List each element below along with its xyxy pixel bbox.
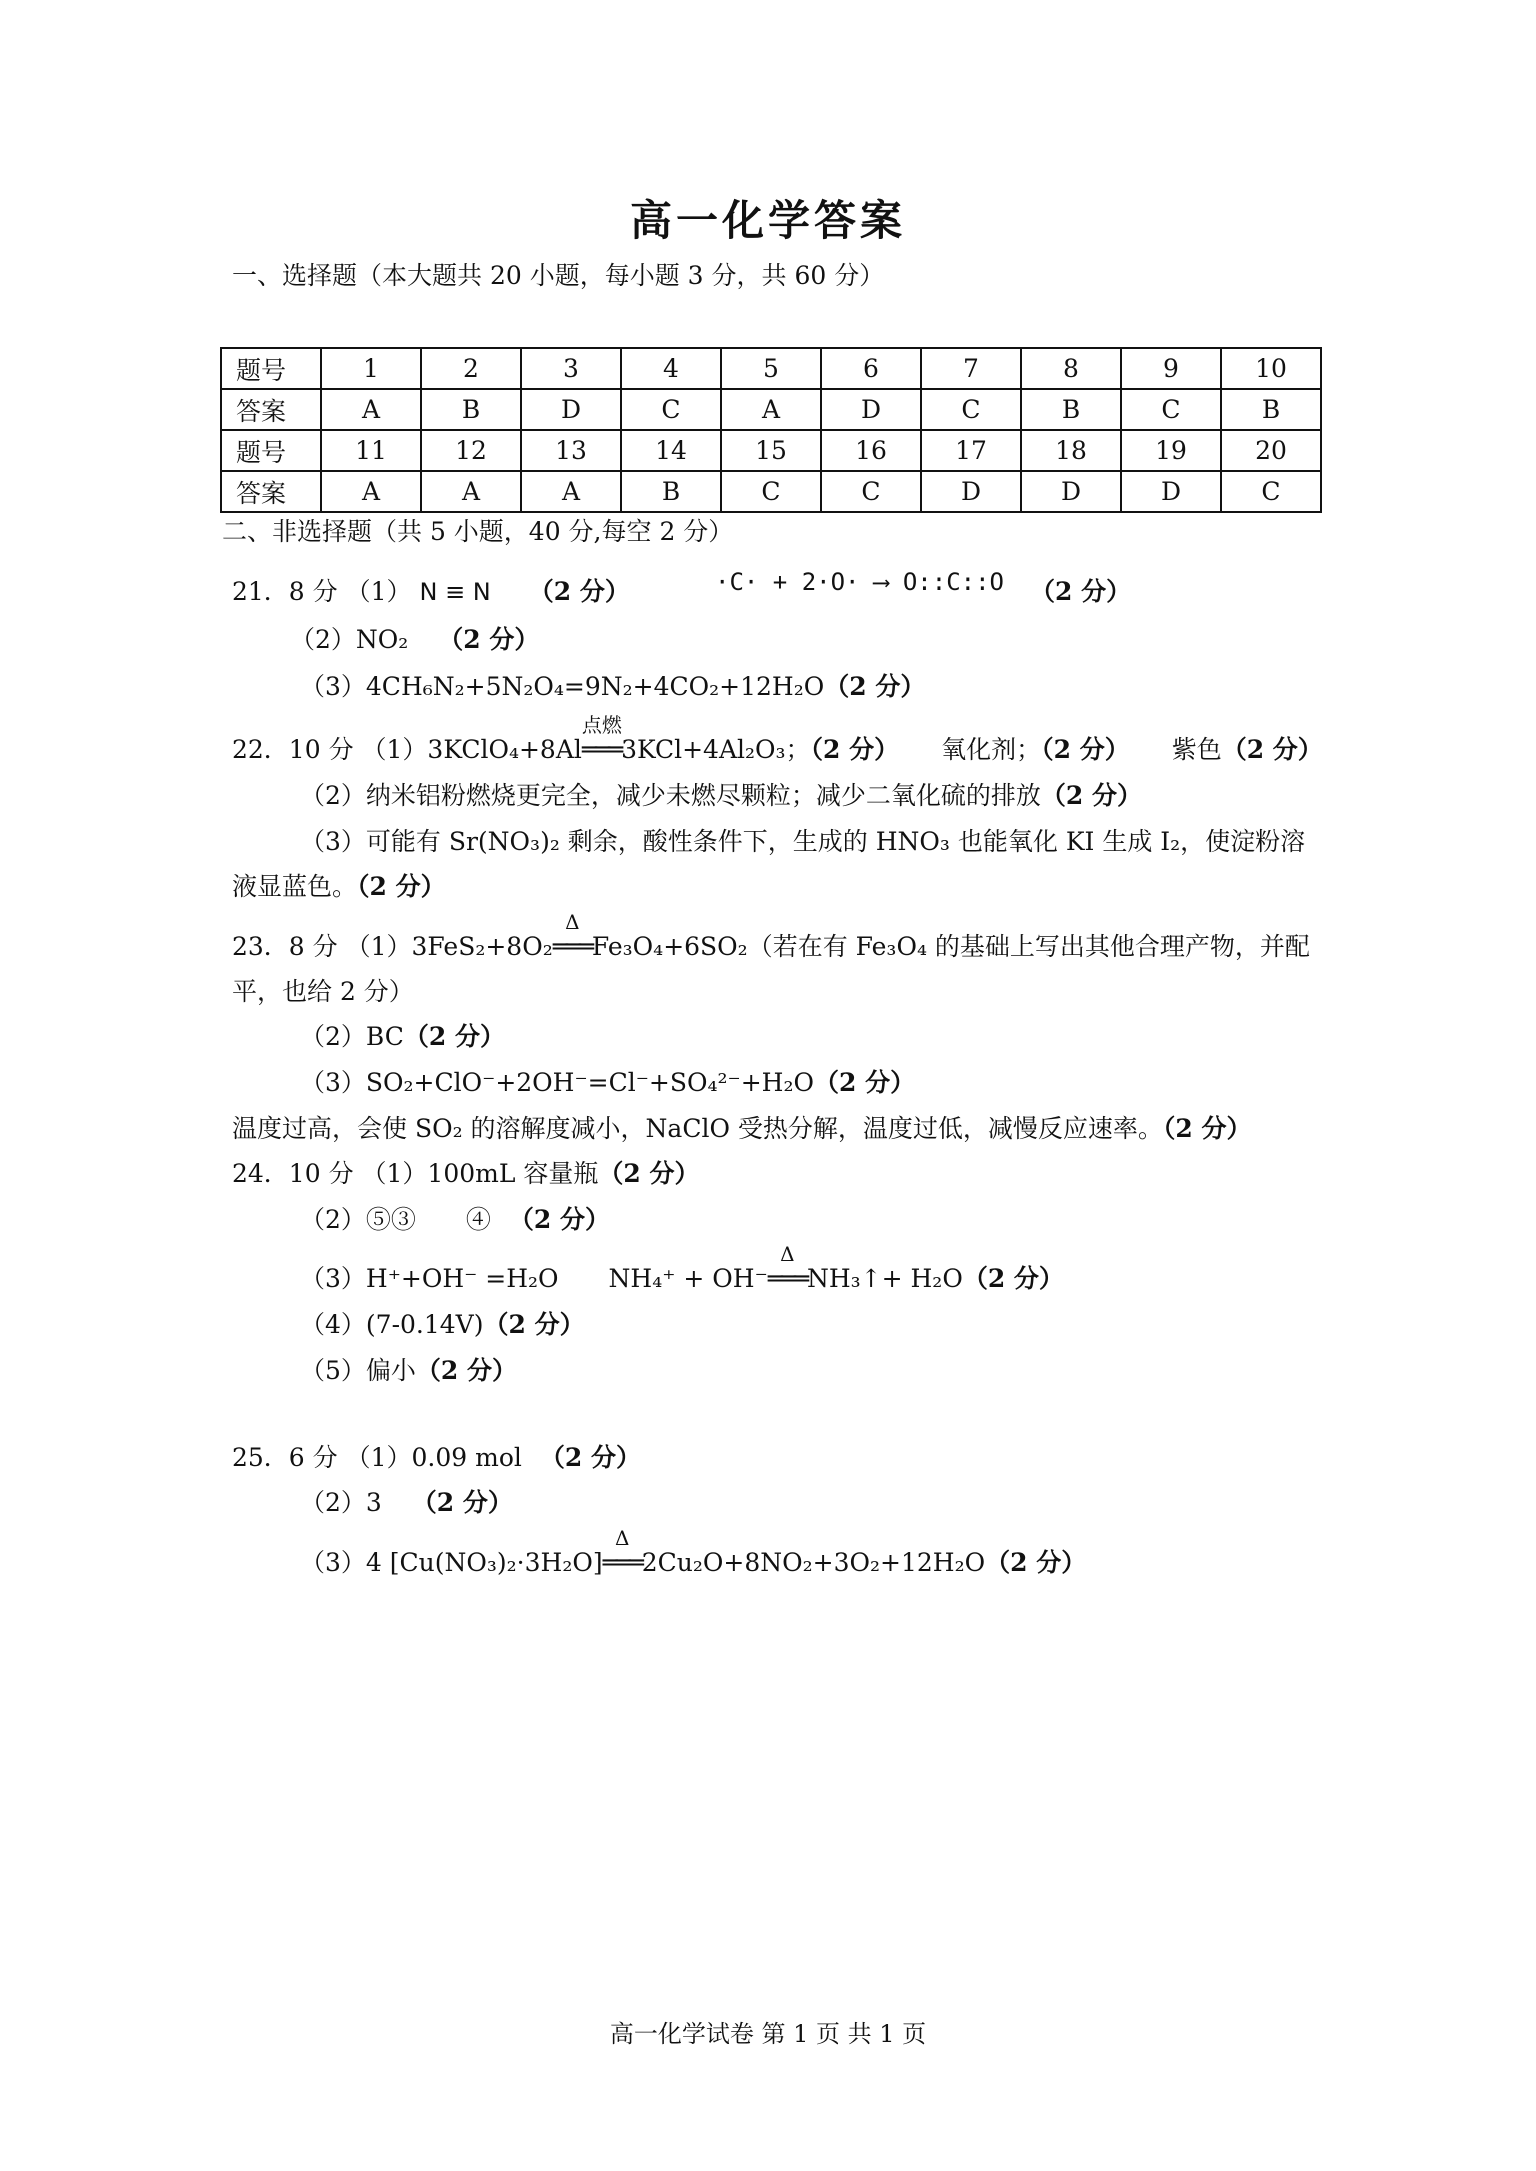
table-cell: A	[321, 471, 421, 512]
q23-part4: 温度过高，会使 SO₂ 的溶解度减小，NaClO 受热分解，温度过低，减慢反应速率。	[232, 1114, 1163, 1143]
table-cell: 3	[521, 348, 621, 389]
table-cell: 4	[621, 348, 721, 389]
q24-part4: （4）(7-0.14V)	[300, 1310, 484, 1339]
answer-table	[220, 347, 1322, 513]
q24-line3	[300, 1242, 1064, 1296]
q22-part2-score: （2 分）	[1040, 781, 1143, 810]
q23-part2-score: （2 分）	[403, 1022, 505, 1051]
section2-heading: 二、非选择题（共 5 小题，40 分,每空 2 分）	[222, 517, 734, 546]
q22-line1	[232, 713, 1323, 767]
q23-reaction-arrow: Δ ═══	[552, 910, 592, 961]
table-row	[221, 471, 1321, 512]
table-cell: D	[821, 389, 921, 430]
q25-part1-score: （2 分）	[539, 1443, 641, 1472]
q23-line5	[232, 1112, 1252, 1146]
q24-part3-left: （3）H⁺+OH⁻ =H₂O NH₄⁺ + OH⁻	[300, 1264, 768, 1293]
q23-line3	[300, 1020, 505, 1054]
q22-part1-b-score: （2 分）	[1041, 735, 1130, 764]
table-cell: A	[521, 471, 621, 512]
table-cell: 13	[521, 430, 621, 471]
q22-line4	[232, 870, 446, 904]
table-cell: B	[421, 389, 521, 430]
q24-line4	[300, 1308, 585, 1342]
q24-reaction-arrow: Δ ═══	[767, 1242, 807, 1293]
q21-part1-answer: N ≡ N	[419, 578, 491, 606]
q25-part3-score: （2 分）	[985, 1548, 1087, 1577]
q23-condition: Δ	[565, 910, 580, 934]
q25-part3-right: 2Cu₂O+8NO₂+3O₂+12H₂O	[641, 1548, 986, 1577]
row-label: 题号	[221, 348, 321, 389]
q25-part3-left: （3）4 [Cu(NO₃)₂·3H₂O]	[300, 1548, 603, 1577]
q24-line5	[300, 1354, 517, 1388]
q23-part1-right: Fe₃O₄+6SO₂（若在有 Fe₃O₄ 的基础上写出其他合理产物，并配	[591, 932, 1310, 961]
q25-part2-score: （2 分）	[411, 1488, 513, 1517]
q23-part4-score: （2 分）	[1162, 1114, 1252, 1143]
q23-part3: （3）SO₂+ClO⁻+2OH⁻=Cl⁻+SO₄²⁻+H₂O	[300, 1068, 815, 1097]
q24-number: 24．10 分	[232, 1159, 354, 1188]
q22-line3: （3）可能有 Sr(NO₃)₂ 剩余，酸性条件下，生成的 HNO₃ 也能氧化 KI 生成 I₂，使淀粉溶	[300, 827, 1306, 856]
q24-part5: （5）偏小	[300, 1356, 416, 1385]
q23-part2: （2）BC	[300, 1022, 404, 1051]
table-cell: 5	[721, 348, 821, 389]
table-row	[221, 348, 1321, 389]
q22-line2	[300, 779, 1142, 813]
q21-part2-score: （2 分）	[438, 625, 540, 654]
table-cell: 6	[821, 348, 921, 389]
table-cell: A	[721, 389, 821, 430]
table-row	[221, 389, 1321, 430]
table-cell: D	[921, 471, 1021, 512]
table-cell: B	[1221, 389, 1321, 430]
q25-line2	[300, 1486, 513, 1520]
q21-part2: （2）NO₂	[290, 625, 409, 654]
q24-part2-score: （2 分）	[508, 1205, 610, 1234]
table-cell: 1	[321, 348, 421, 389]
q25-part2: （2）3	[300, 1488, 382, 1517]
table-cell: 8	[1021, 348, 1121, 389]
q23-part1-left: （1）3FeS₂+8O₂	[345, 932, 553, 961]
q21-number: 21．8 分	[232, 577, 338, 606]
row-label: 答案	[221, 389, 321, 430]
q25-number: 25．6 分	[232, 1443, 338, 1472]
table-cell: C	[621, 389, 721, 430]
q24-line2	[300, 1203, 610, 1237]
q21-line2	[290, 623, 539, 657]
q21-part1-score: （2 分）	[528, 577, 630, 606]
table-cell: 10	[1221, 348, 1321, 389]
q23-part3-score: （2 分）	[814, 1068, 916, 1097]
table-cell: D	[521, 389, 621, 430]
q22-part1-left: （1）3KClO₄+8Al	[361, 735, 582, 764]
q22-part1-c: 紫色	[1171, 735, 1222, 764]
q21-part3-score: （2 分）	[824, 672, 926, 701]
q24-part1-score: （2 分）	[598, 1159, 700, 1188]
q24-part1: （1）100mL 容量瓶	[361, 1159, 599, 1188]
q25-line3	[300, 1526, 1087, 1580]
table-cell: 19	[1121, 430, 1221, 471]
q24-part2: （2）⑤③ ④	[300, 1205, 491, 1234]
q22-number: 22．10 分	[232, 735, 354, 764]
table-cell: D	[1121, 471, 1221, 512]
page-footer: 高一化学试卷 第 1 页 共 1 页	[609, 2020, 927, 2048]
table-cell: 9	[1121, 348, 1221, 389]
page-title: 高一化学答案	[629, 196, 906, 245]
row-label: 答案	[221, 471, 321, 512]
q22-part1-score: （2 分）	[810, 735, 900, 764]
q21-lewis-score: （2 分）	[1030, 577, 1132, 606]
table-cell: 14	[621, 430, 721, 471]
q22-reaction-arrow: 点燃 ═══	[581, 713, 622, 764]
q24-part4-score: （2 分）	[483, 1310, 585, 1339]
table-cell: D	[1021, 471, 1121, 512]
q21-part1-label: （1）	[345, 577, 412, 606]
row-label: 题号	[221, 430, 321, 471]
q22-part2: （2）纳米铝粉燃烧更完全，减少未燃尽颗粒；减少二氧化硫的排放	[300, 781, 1041, 810]
q24-line1	[232, 1157, 700, 1191]
q25-part1: （1）0.09 mol	[345, 1443, 522, 1472]
q23-line1	[232, 910, 1310, 964]
q22-part1-b: 氧化剂；	[941, 735, 1042, 764]
q25-reaction-arrow: Δ ═══	[602, 1526, 642, 1577]
table-cell: 16	[821, 430, 921, 471]
q24-part3-score: （2 分）	[962, 1264, 1064, 1293]
q24-condition: Δ	[780, 1242, 795, 1266]
table-row	[221, 430, 1321, 471]
q21-lewis-equation: ·C· + 2·O· ⟶ O::C::O	[715, 568, 1004, 596]
table-cell: B	[621, 471, 721, 512]
q23-line4	[300, 1066, 915, 1100]
q22-part3-score: （2 分）	[357, 872, 446, 901]
q24-part3-right: NH₃↑+ H₂O	[806, 1264, 963, 1293]
q25-condition: Δ	[614, 1526, 630, 1550]
table-cell: C	[1221, 471, 1321, 512]
table-cell: 15	[721, 430, 821, 471]
q23-number: 23．8 分	[232, 932, 338, 961]
q22-part1-right: 3KCl+4Al₂O₃；	[621, 735, 811, 764]
q21-part3: （3）4CH₆N₂+5N₂O₄=9N₂+4CO₂+12H₂O	[300, 672, 825, 701]
q22-part1-c-score: （2 分）	[1221, 735, 1323, 764]
q21-line3	[300, 670, 925, 704]
table-cell: 11	[321, 430, 421, 471]
table-cell: C	[721, 471, 821, 512]
q22-part3-cont: 液显蓝色。	[232, 872, 358, 901]
q24-part5-score: （2 分）	[415, 1356, 518, 1385]
table-cell: 7	[921, 348, 1021, 389]
table-cell: C	[921, 389, 1021, 430]
q21-line1	[232, 575, 630, 609]
section1-heading: 一、选择题（本大题共 20 小题，每小题 3 分，共 60 分）	[232, 261, 885, 290]
table-cell: C	[1121, 389, 1221, 430]
table-cell: A	[421, 471, 521, 512]
q25-line1	[232, 1441, 641, 1475]
table-cell: 2	[421, 348, 521, 389]
table-cell: 17	[921, 430, 1021, 471]
q23-line2: 平，也给 2 分）	[232, 977, 414, 1006]
table-cell: C	[821, 471, 921, 512]
table-cell: A	[321, 389, 421, 430]
table-cell: 18	[1021, 430, 1121, 471]
table-cell: 12	[421, 430, 521, 471]
q22-condition: 点燃	[581, 713, 622, 737]
table-cell: B	[1021, 389, 1121, 430]
table-cell: 20	[1221, 430, 1321, 471]
